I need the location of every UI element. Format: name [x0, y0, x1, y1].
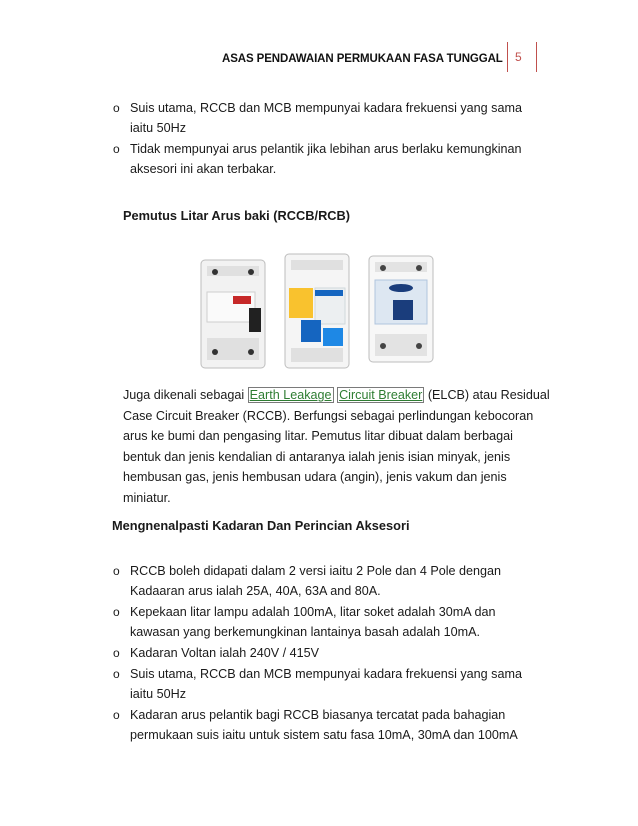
- breaker-image-2: [285, 254, 349, 368]
- rccb-photo: [193, 248, 443, 374]
- list-item: [0, 98, 638, 138]
- list-item-text: Kadaran Voltan ialah 240V / 415V: [130, 646, 320, 660]
- breaker-image-3: [369, 256, 433, 362]
- header-separator-right: [536, 42, 537, 72]
- list-item-text: Suis utama, RCCB dan MCB mempunyai kadara frekuensi yang sama iaitu 50Hz: [130, 667, 522, 701]
- list-item: [0, 561, 638, 601]
- section-heading-rccb: Pemutus Litar Arus baki (RCCB/RCB): [123, 208, 351, 223]
- list-item-text: Kepekaan litar lampu adalah 100mA, litar soket adalah 30mA dan kawasan yang berkemungkinan lantainya basah adalah 10mA.: [130, 605, 496, 639]
- bullet-marker: o: [113, 142, 120, 156]
- list-item-text: Tidak mempunyai arus pelantik jika lebihan arus berlaku kemungkinan aksesori ini akan terbakar.: [130, 142, 522, 176]
- bullet-marker: o: [113, 667, 120, 681]
- list-item-text: Suis utama, RCCB dan MCB mempunyai kadara frekuensi yang sama iaitu 50Hz: [130, 101, 522, 135]
- list-item: [0, 643, 638, 663]
- list-item: [0, 139, 638, 179]
- list-item: [0, 664, 638, 704]
- bullet-marker: o: [113, 646, 120, 660]
- section-heading-rating: Mengnenalpasti Kadaran Dan Perincian Aksesori: [112, 518, 410, 533]
- bullet-marker: o: [113, 605, 120, 619]
- list-item-text: RCCB boleh didapati dalam 2 versi iaitu 2 Pole dan 4 Pole dengan Kadaaran arus ialah 25A, 40A, 63A and 80A.: [130, 564, 502, 598]
- paragraph-text-end: (ELCB) atau Residual Case Circuit Breaker (RCCB). Berfungsi sebagai perlindungan kebocoran arus ke bumi dan pengasing litar. Pemutus litar dibuat dalam berbagai bentuk dan jenis kendalian di antaranya ialah jenis isian minyak, jenis hembusan gas, jenis hembusan udara (angin), jenis vakum dan jenis miniatur.: [123, 388, 550, 505]
- breaker-image-1: [201, 260, 265, 368]
- circuit-breaker-link[interactable]: Circuit Breaker: [339, 388, 423, 402]
- list-item: [0, 705, 638, 745]
- rccb-description: [123, 385, 553, 509]
- top-bullet-list: [0, 98, 638, 180]
- list-item: [0, 602, 638, 642]
- earth-leakage-link[interactable]: Earth Leakage: [249, 388, 332, 402]
- paragraph-text-start: Juga dikenali sebagai: [123, 388, 248, 402]
- bullet-marker: o: [113, 708, 120, 722]
- list-item-text: Kadaran arus pelantik bagi RCCB biasanya tercatat pada bahagian permukaan suis iaitu untuk sistem satu fasa 10mA, 30mA dan 100mA: [130, 708, 518, 742]
- rating-bullet-list: [0, 561, 638, 746]
- header-separator: [507, 42, 508, 72]
- header-title: ASAS PENDAWAIAN PERMUKAAN FASA TUNGGAL: [222, 53, 503, 65]
- page-number: 5: [515, 50, 522, 64]
- bullet-marker: o: [113, 564, 120, 578]
- bullet-marker: o: [113, 101, 120, 115]
